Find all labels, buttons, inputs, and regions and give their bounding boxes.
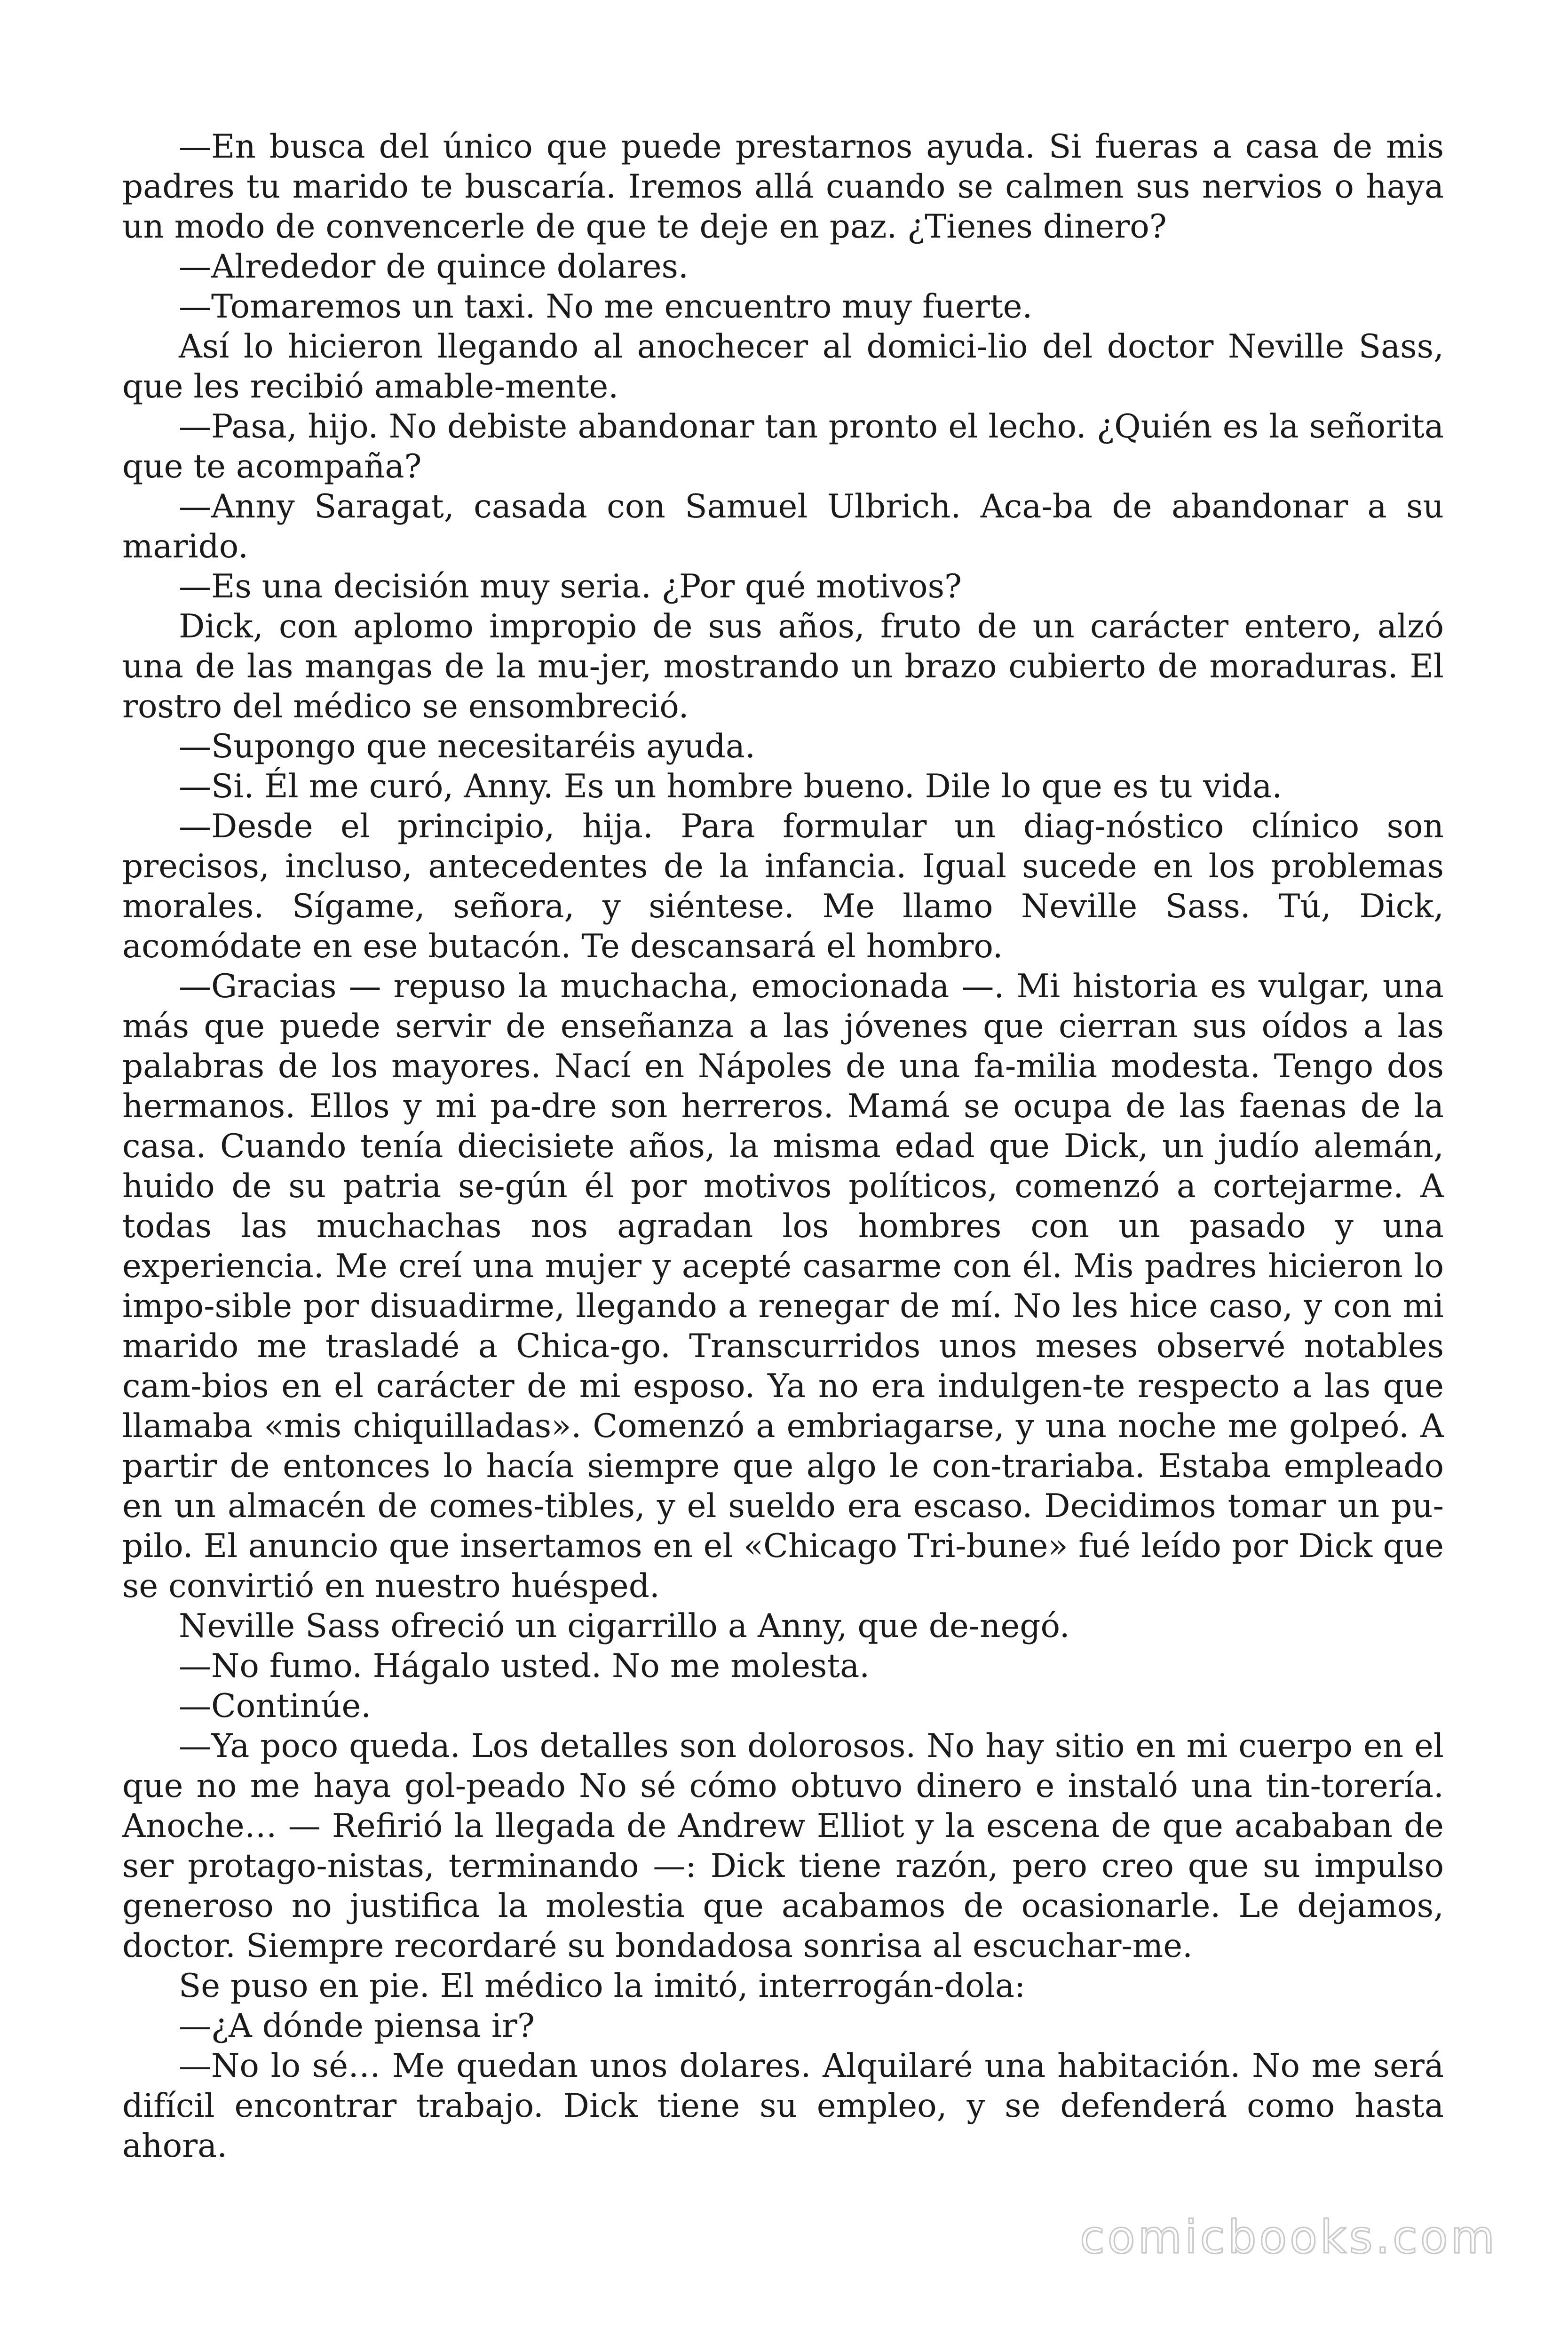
paragraph: —Es una decisión muy seria. ¿Por qué motivos?: [179, 568, 962, 605]
paragraph: —Alrededor de quince dolares.: [179, 248, 689, 286]
paragraph: —Desde el principio, hija. Para formular un diag-nóstico clínico son precisos, incluso, antecedentes de la infancia. Igual sucede en los problemas morales. Sígame, señora, y siéntese. Me llamo Neville Sass. Tú, Dick, acomódate en ese butacón. Te descansará el hombro.: [122, 808, 1444, 965]
paragraph: —Ya poco queda. Los detalles son dolorosos. No hay sitio en mi cuerpo en el que no me haya gol-peado No sé cómo obtuvo dinero e instaló una tin-torería. Anoche… — Refirió la llegada de Andrew Elliot y la escena de que acababan de ser protago-nistas, terminando —: Dick tiene razón, pero creo que su impulso generoso no justifica la molestia que acabamos de ocasionarle. Le dejamos, doctor. Siempre recordaré su bondadosa sonrisa al escuchar-me.: [122, 1727, 1444, 1965]
paragraph: Así lo hicieron llegando al anochecer al domici-lio del doctor Neville Sass, que les recibió amable-mente.: [122, 328, 1444, 405]
paragraph: Se puso en pie. El médico la imitó, interrogán-dola:: [179, 1967, 1026, 2005]
paragraph: —Si. Él me curó, Anny. Es un hombre bueno. Dile lo que es tu vida.: [179, 768, 1283, 805]
watermark: comicbooks.com: [1079, 2211, 1497, 2264]
paragraph: —Anny Saragat, casada con Samuel Ulbrich. Aca-ba de abandonar a su marido.: [122, 488, 1444, 565]
paragraph: —No fumo. Hágalo usted. No me molesta.: [179, 1647, 870, 1685]
paragraph: —Tomaremos un taxi. No me encuentro muy fuerte.: [179, 288, 1033, 326]
paragraph: Dick, con aplomo impropio de sus años, fruto de un carácter entero, alzó una de las mangas de la mu-jer, mostrando un brazo cubierto de moraduras. El rostro del médico se ensombreció.: [122, 608, 1444, 725]
paragraph: —Pasa, hijo. No debiste abandonar tan pronto el lecho. ¿Quién es la señorita que te acompaña?: [122, 408, 1444, 485]
paragraph: —Supongo que necesitaréis ayuda.: [179, 728, 755, 765]
paragraph: —No lo sé… Me quedan unos dolares. Alquilaré una habitación. No me será difícil encontrar trabajo. Dick tiene su empleo, y se defenderá como hasta ahora.: [122, 2047, 1444, 2165]
paragraph: —En busca del único que puede prestarnos ayuda. Si fueras a casa de mis padres tu marido te buscaría. Iremos allá cuando se calmen sus nervios o haya un modo de convencerle de que te deje en paz. ¿Tienes dinero?: [122, 128, 1444, 246]
paragraph: —Gracias — repuso la muchacha, emocionada —. Mi historia es vulgar, una más que puede servir de enseñanza a las jóvenes que cierran sus oídos a las palabras de los mayores. Nací en Nápoles de una fa-milia modesta. Tengo dos hermanos. Ellos y mi pa-dre son herreros. Mamá se ocupa de las faenas de la casa. Cuando tenía diecisiete años, la misma edad que Dick, un judío alemán, huido de su patria se-gún él por motivos políticos, comenzó a cortejarme. A todas las muchachas nos agradan los hombres con un pasado y una experiencia. Me creí una mujer y acepté casarme con él. Mis padres hicieron lo impo-sible por disuadirme, llegando a renegar de mí. No les hice caso, y con mi marido me trasladé a Chica-go. Transcurridos unos meses observé notables cam-bios en el carácter de mi esposo. Ya no era indulgen-te respecto a las que llamaba «mis chiquilladas». Comenzó a embriagarse, y una noche me golpeó. A partir de entonces lo hacía siempre que algo le con-trariaba. Estaba empleado en un almacén de comes-tibles, y el sueldo era escaso. Decidimos tomar un pu-pilo. El anuncio que insertamos en el «Chicago Tri-bune» fué leído por Dick que se convirtió en nuestro huésped.: [122, 968, 1444, 1605]
paragraph: —¿A dónde piensa ir?: [179, 2007, 535, 2045]
paragraph: —Continúe.: [179, 1687, 372, 1725]
document-page: [122, 127, 1444, 2166]
paragraph: Neville Sass ofreció un cigarrillo a Anny, que de-negó.: [179, 1607, 1070, 1645]
